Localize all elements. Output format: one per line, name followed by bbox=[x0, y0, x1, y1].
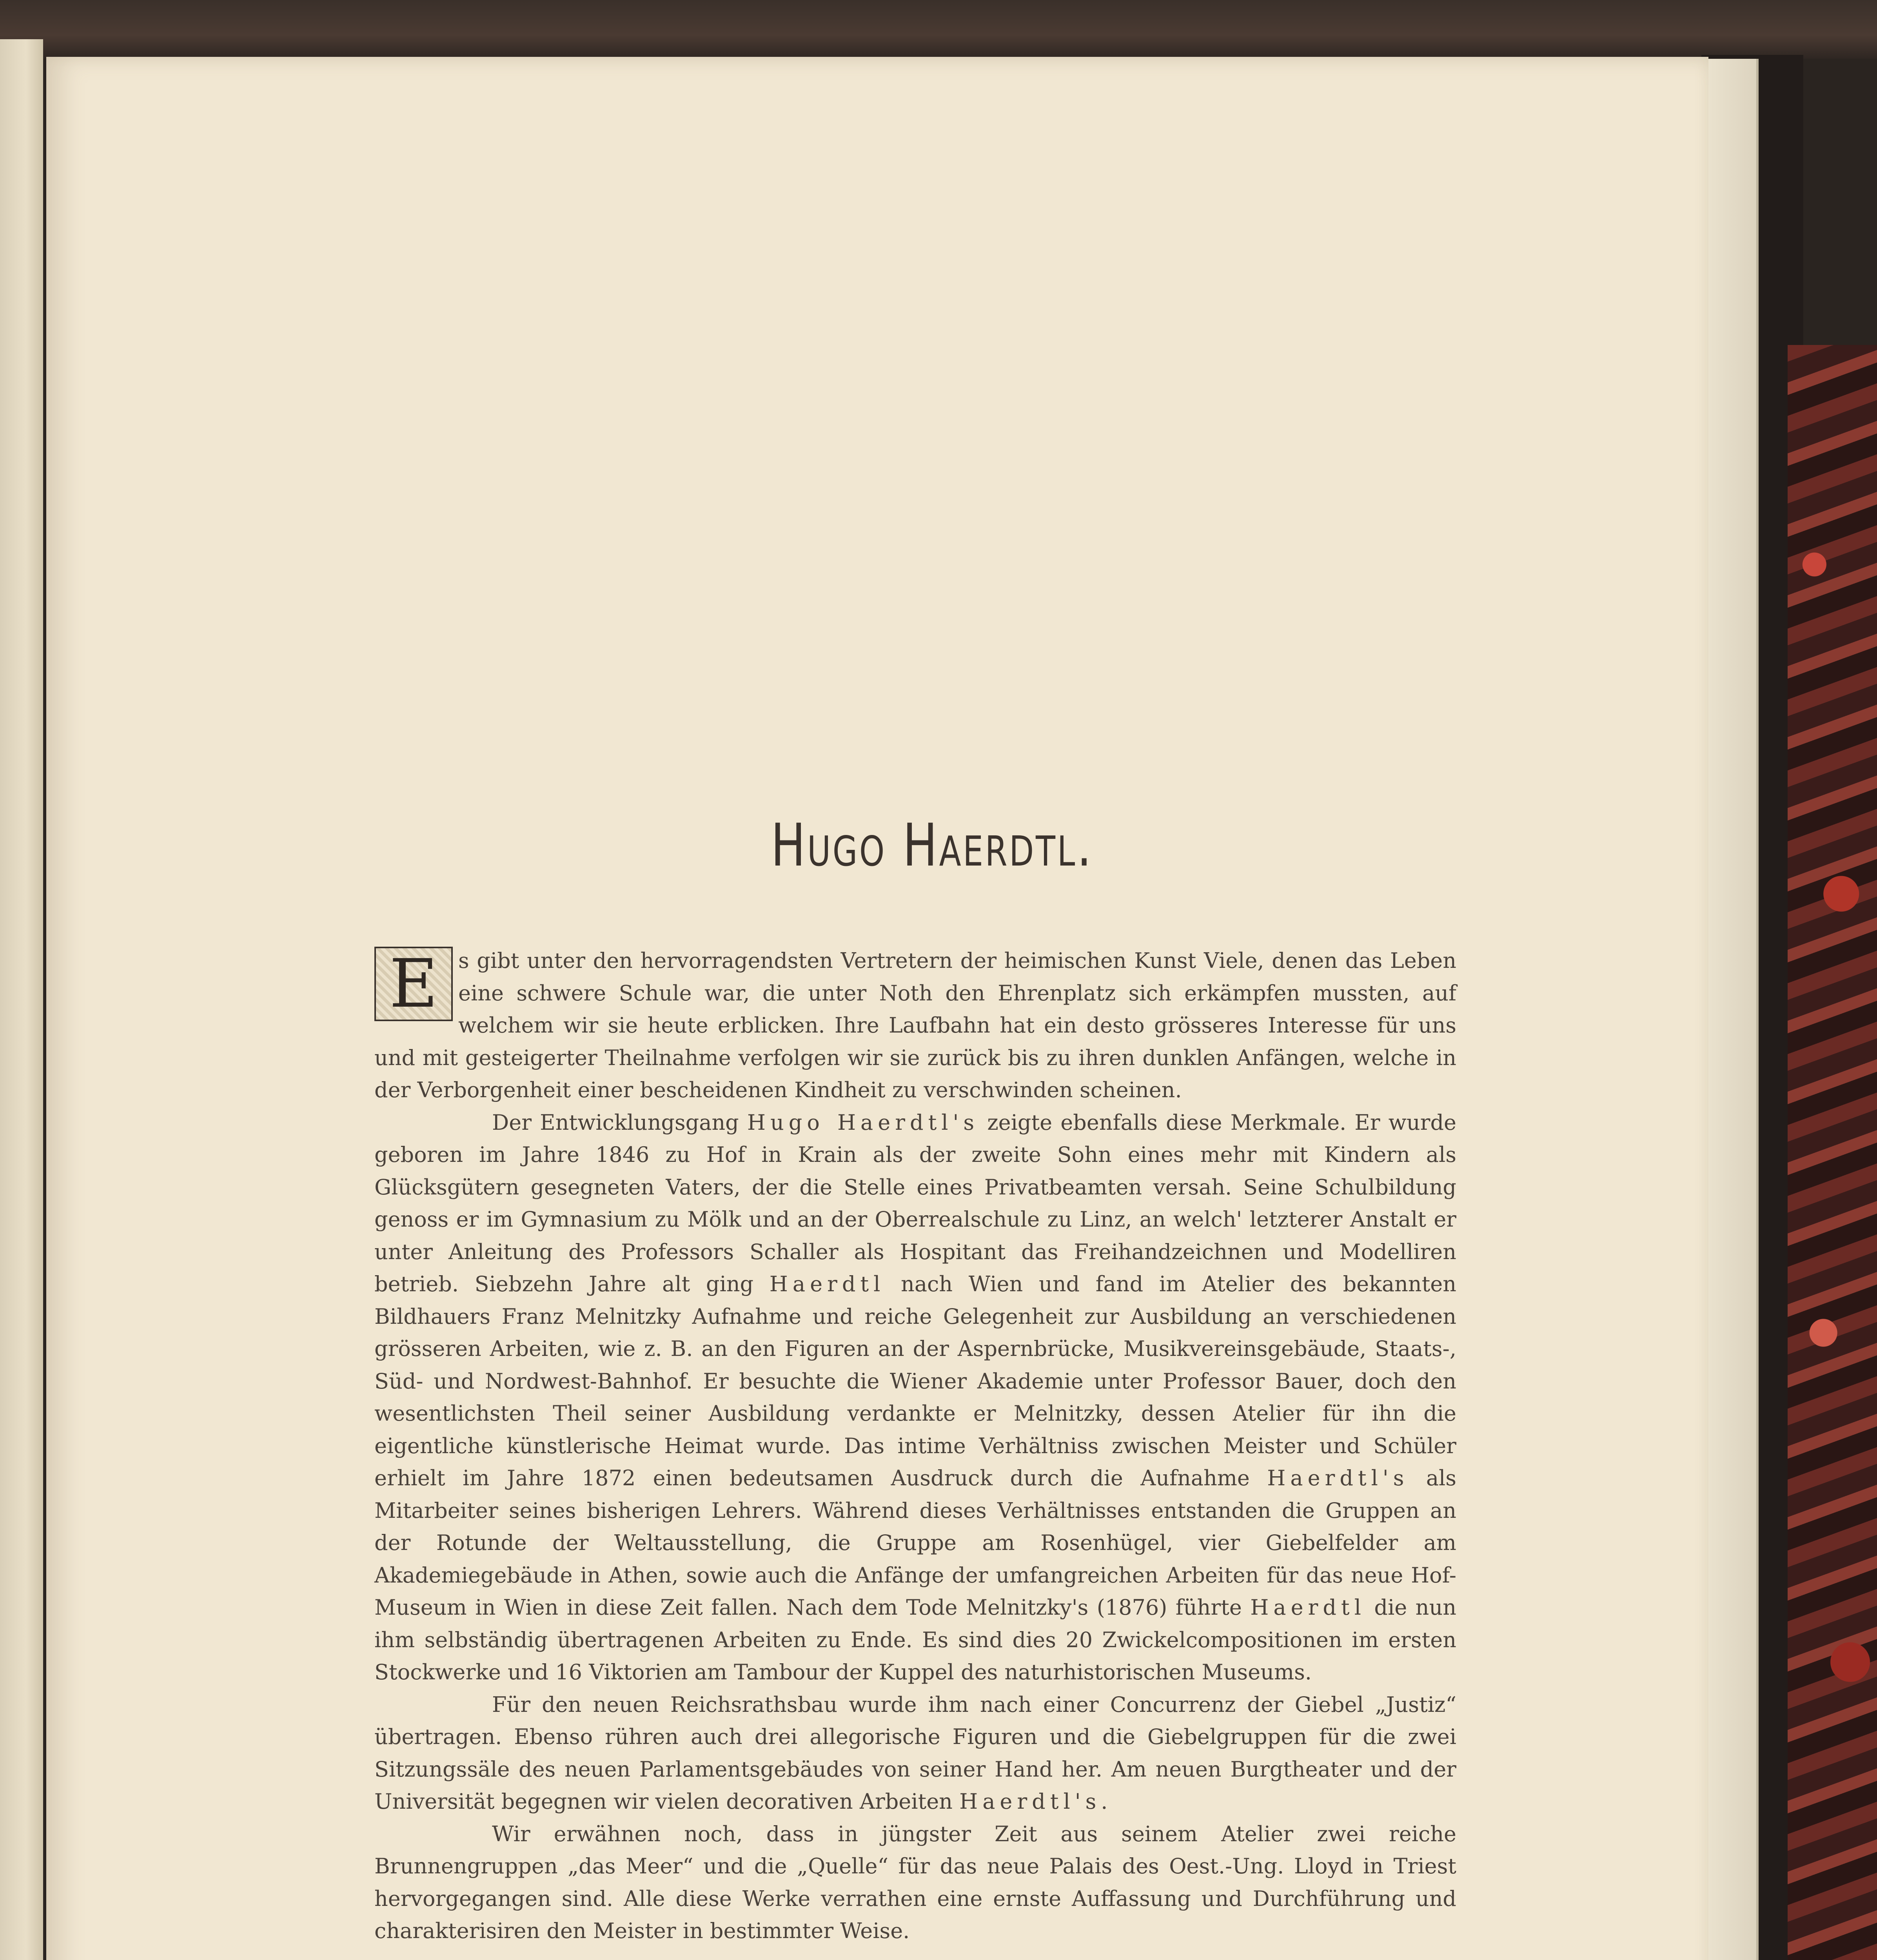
marbled-endpaper bbox=[1788, 345, 1877, 1960]
body-text bbox=[374, 945, 1456, 1947]
book-cover-top bbox=[0, 0, 1877, 59]
paragraph-2 bbox=[374, 1107, 1456, 1689]
paragraph-4: Wir erwähnen noch, dass in jüngster Zeit aus seinem Atelier zwei reiche Brunnengruppen „das Meer“ und die „Quelle“ für das neue Palais des Oest.-Ung. Lloyd in Triest hervorgegangen sind. Alle diese Werke verrathen eine ernste Auffassung und Durchführung und charakterisiren den Meister in bestimmter Weise. bbox=[374, 1821, 1456, 1943]
text-run: nach Wien und fand im Atelier des bekannten Bildhauers Franz Melnitzky Aufnahme und reiche Gelegenheit zur Ausbildung an verschiedenen grösseren Arbeiten, wie z. B. an den Figuren an der Aspernbrücke, Musikvereinsgebäude, Staats-, Süd- und Nordwest-Bahnhof. Er besuchte die Wiener Akademie unter Professor Bauer, doch den wesentlichsten Theil seiner Ausbildung verdankte er Melnitzky, dessen Atelier für ihn die eigentliche künstlerische Heimat wurde. Das intime Verhältniss zwischen Meister und Schüler erhielt im Jahre 1872 einen bedeutsamen Ausdruck durch die Aufnahme bbox=[374, 1272, 1456, 1490]
text-run: als Mitarbeiter seines bisherigen Lehrers. Während dieses Verhältnisses entstanden die Gruppen an der Rotunde der Weltausstellung, die Gruppe am Rosenhügel, vier Giebelfelder am Akademiegebäude in Athen, sowie auch die Anfänge der umfangreichen Arbeiten für das neue Hof-Museum in Wien in diese Zeit fallen. Nach dem Tode Melnitzky's (1876) führte bbox=[374, 1466, 1456, 1620]
left-page-edge bbox=[0, 39, 43, 1960]
name-emphasis: Haerdtl bbox=[769, 1272, 885, 1296]
paragraph-3 bbox=[374, 1689, 1456, 1818]
page-title: Hugo Haerdtl. bbox=[771, 811, 1093, 880]
paragraph-1 bbox=[374, 945, 1456, 1107]
name-emphasis: Haerdtl's bbox=[1267, 1466, 1409, 1490]
name-emphasis: Haerdtl bbox=[1250, 1595, 1366, 1620]
name-emphasis: Hugo Haerdtl's bbox=[747, 1110, 979, 1135]
dropcap-initial: E bbox=[374, 947, 453, 1021]
text-run: Für den neuen Reichsrathsbau wurde ihm nach einer Concurrenz der Giebel „Justiz“ übertragen. Ebenso rühren auch drei allegorische Figuren und die Giebelgruppen für die zwei Sitzungssäle des neuen Parlamentsgebäudes von seiner Hand her. Am neuen Burgtheater und der Universität begegnen wir vielen decorativen Arbeiten bbox=[374, 1692, 1456, 1814]
text-run: Der Entwicklungsgang bbox=[492, 1110, 747, 1135]
text-run: zeigte ebenfalls diese Merkmale. Er wurde geboren im Jahre 1846 zu Hof in Krain als der zweite Sohn eines mehr mit Kindern als Glücksgütern gesegneten Vaters, der die Stelle eines Privatbeamten versah. Seine Schulbildung genoss er im Gymnasium zu Mölk und an der Oberrealschule zu Linz, an welch' letzterer Anstalt er unter Anleitung des Professors Schaller als Hospitant das Freihandzeichnen und Modelliren betrieb. Siebzehn Jahre alt ging bbox=[374, 1110, 1456, 1296]
text-run: die nun ihm selbständig übertragenen Arbeiten zu Ende. Es sind dies 20 Zwickelcompositionen im ersten Stockwerke und 16 Viktorien am Tambour der Kuppel des naturhistorischen Museums. bbox=[374, 1595, 1456, 1684]
paragraph-1-text: s gibt unter den hervorragendsten Vertretern der heimischen Kunst Viele, denen das Leben eine schwere Schule war, die unter Noth den Ehrenplatz sich erkämpfen mussten, auf welchem wir sie heute erblicken. Ihre Laufbahn hat ein desto grösseres Interesse für uns und mit gesteigerter Theilnahme verfolgen wir sie zurück bis zu ihren dunklen Anfängen, welche in der Verborgenheit einer bescheidenen Kindheit zu verschwinden scheinen. bbox=[374, 948, 1456, 1102]
text-run: . bbox=[1101, 1789, 1108, 1814]
name-emphasis: Haerdtl's bbox=[959, 1789, 1101, 1814]
